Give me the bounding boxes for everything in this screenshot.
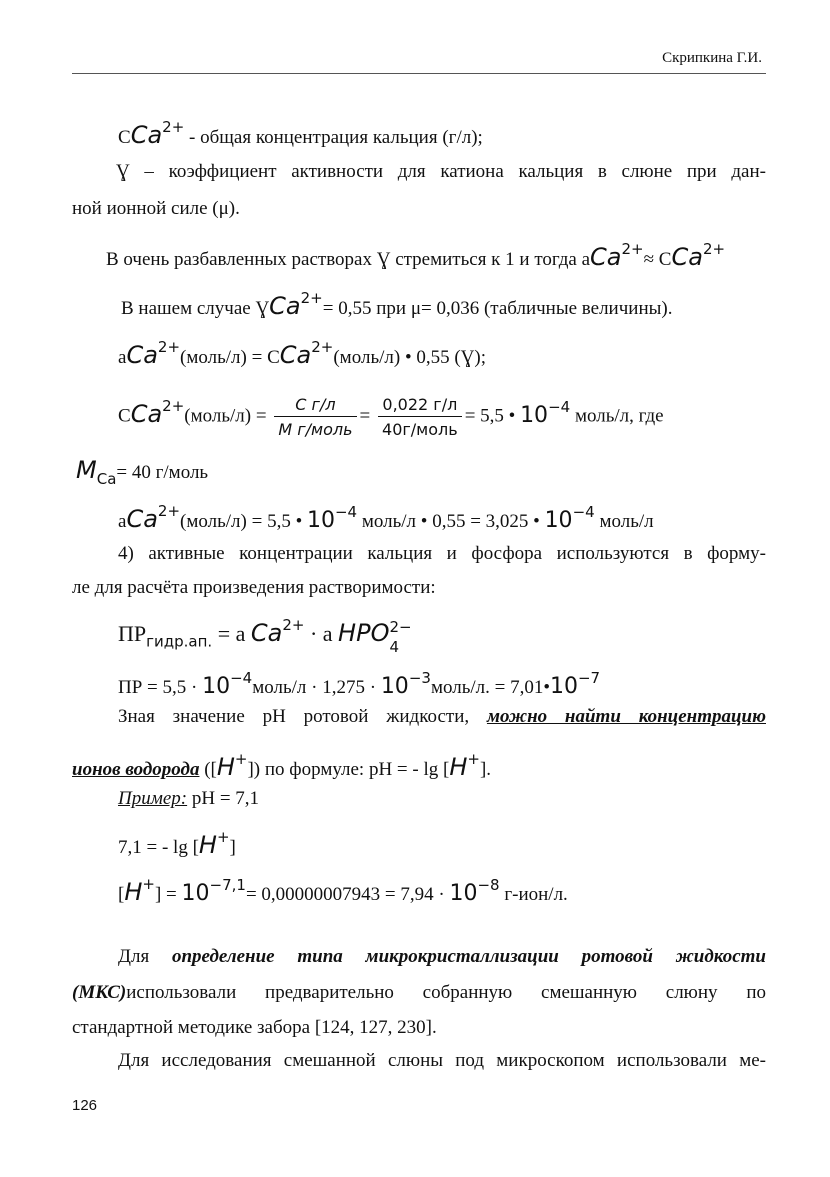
ph-paragraph-cont: ионов водорода ([H+]) по формуле: pH = - lg [H+].: [72, 750, 492, 781]
dilute-solution-line: В очень разбавленных растворах Ɣ стремиться к 1 и тогда aCa$^{2+}$≈ CCa$^{2+}$: [106, 240, 726, 271]
ph-paragraph: Зная значение pH ротовой жидкости, можно найти концентрацию: [118, 706, 766, 727]
our-case-line: В нашем случае ƔCa$^{2+}$= 0,55 при μ= 0,036 (табличные величины).: [121, 289, 673, 320]
definition-line-total-calcium: CCa$^{2+}$ - общая концентрация кальция (г/л);: [118, 118, 483, 149]
ca-ion-formula: $Ca^{2+}$: [130, 118, 185, 149]
molar-concentration-line: CCa$^{2+}$(моль/л) = $\frac{\text{C г/л}}{\text{M г/моль}}$ = $\frac{0,022 г/л}{\text{40г/моль}}$ = 5,5 • $10^{-4}$ моль/л, где: [118, 395, 664, 440]
definition-line-gamma-cont: ной ионной силе (μ).: [72, 198, 240, 219]
fraction-values: $\frac{0,022 г/л}{\text{40г/моль}}$: [378, 395, 462, 439]
mks-paragraph-end: стандартной методике забора [124, 127, 230].: [72, 1017, 437, 1038]
solubility-product-value: ПР = $5,5 \cdot 10^{-4}моль/л \cdot 1,275$ · $10^{-3}моль/л$. = $7,01•10^{-7}$: [118, 669, 601, 699]
example-line: Пример: pH = 7,1: [118, 788, 260, 809]
definition-line-gamma: Ɣ – коэффициент активности для катиона кальция в слюне при дан-: [116, 161, 766, 182]
fraction-formula: $\frac{\text{C г/л}}{\text{M г/моль}}$: [274, 395, 356, 439]
activity-result-line: aCa$^{2+}$(моль/л) = 5,5 • $10^{-4}$ моль/л • 0,55 = 3,025 • $10^{-4}$ моль/л: [118, 502, 654, 533]
header-rule: [72, 73, 766, 74]
paragraph-step4-cont: ле для расчёта произведения растворимости:: [72, 577, 436, 598]
activity-formula-line: aCa$^{2+}$(моль/л) = CCa$^{2+}$(моль/л) • 0,55 (Ɣ);: [118, 338, 486, 369]
hydrogen-concentration-line: $[H^+] = 10^{-7,1}= 0,00000007943 = 7,94 \cdot 10^{-8}$ г-ион/л.: [118, 875, 568, 906]
page-number: 126: [72, 1097, 98, 1114]
mks-paragraph: Для определение типа микрокристаллизации ротовой жидкости: [118, 946, 766, 967]
microscopy-paragraph: Для исследования смешанной слюны под микроскопом использовали ме-: [118, 1050, 766, 1071]
c-symbol: C: [118, 127, 131, 148]
ph-equation-line: 7,1 = - lg [H+]: [118, 828, 236, 859]
running-header-author: Скрипкина Г.И.: [662, 50, 762, 66]
mks-paragraph-cont: (МКС)использовали предварительно собранную смешанную слюну по: [72, 982, 766, 1003]
molar-mass-line: $M_{Ca}= 40$ г/моль: [76, 456, 209, 488]
paragraph-step4: 4) активные концентрации кальция и фосфора используются в форму-: [118, 543, 766, 564]
solubility-product-formula: $ПР_{гидр.ап.} = a$ $Ca^{2+} \cdot a$ HPO 2− 4: [118, 616, 412, 656]
